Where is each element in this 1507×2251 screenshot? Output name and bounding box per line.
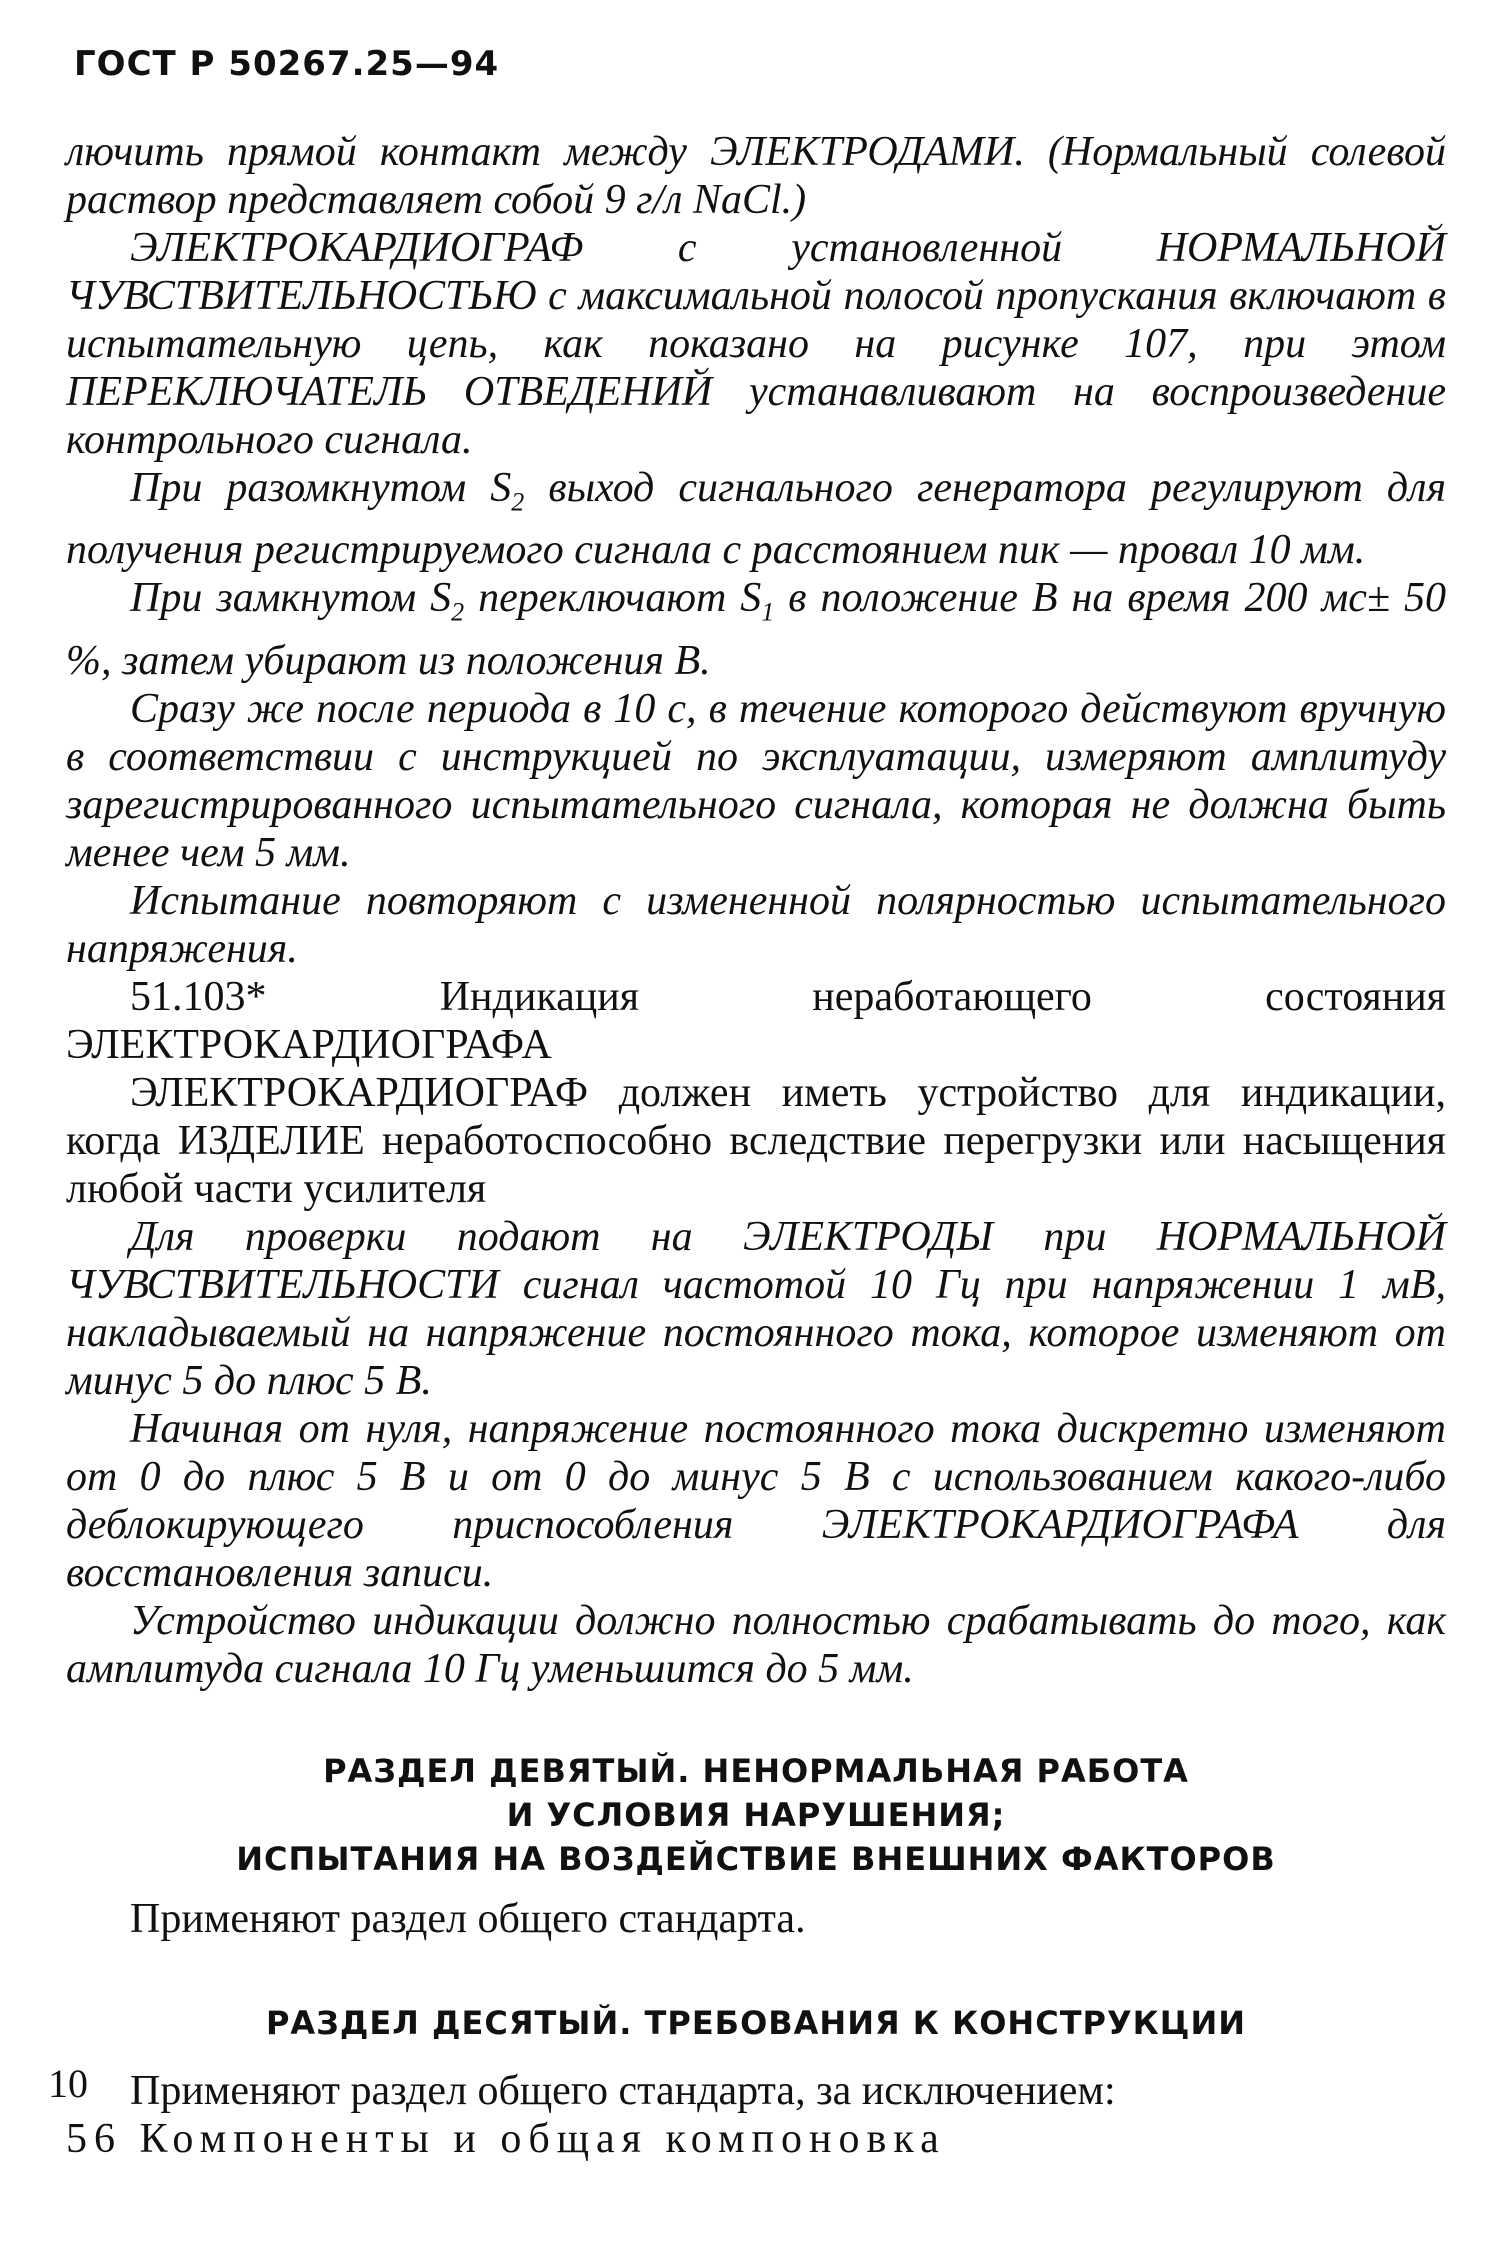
paragraph-4 — [66, 574, 1446, 684]
section-10-item-56: 56 Компоненты и общая компоновка — [66, 2115, 946, 2162]
document-body — [66, 128, 1446, 2163]
section-9-text: Применяют раздел общего стандарта. — [130, 1895, 806, 1942]
section-10-text: Применяют раздел общего стандарта, за исключением: — [130, 2067, 1116, 2114]
p4-part-c: в положение В на время 200 мс± 50 %, затем убирают из положения В. — [66, 575, 1446, 684]
section-9-title-line-3: ИСПЫТАНИЯ НА ВОЗДЕЙСТВИЕ ВНЕШНИХ ФАКТОРОВ — [236, 1839, 1276, 1878]
paragraph-1: лючить прямой контакт между ЭЛЕКТРОДАМИ. (Нормальный солевой раствор представляет собой 9 г/л NaCl.) — [66, 129, 1446, 223]
paragraph-2: ЭЛЕКТРОКАРДИОГРАФ с установленной НОРМАЛЬНОЙ ЧУВСТВИТЕЛЬНОСТЬЮ с максимальной полосой пропускания включают в испытательную цепь, как показано на рисунке 107, при этом ПЕРЕКЛЮЧАТЕЛЬ ОТВЕДЕНИЙ устанавливают на воспроизведение контрольного сигнала. — [66, 225, 1446, 463]
paragraph-5: Сразу же после периода в 10 с, в течение которого действуют вручную в соответствии с инструкцией по эксплуатации, измеряют амплитуду зарегистрированного испытательного сигнала, которая не должна быть менее чем 5 мм. — [66, 685, 1446, 876]
paragraph-9: Для проверки подают на ЭЛЕКТРОДЫ при НОРМАЛЬНОЙ ЧУВСТВИТЕЛЬНОСТИ сигнал частотой 10 Гц при напряжении 1 мВ, накладываемый на напряжение постоянного тока, которое изменяют от минус 5 до плюс 5 В. — [66, 1213, 1446, 1404]
section-10-title: РАЗДЕЛ ДЕСЯТЫЙ. ТРЕБОВАНИЯ К КОНСТРУКЦИИ — [265, 2003, 1247, 2042]
p3-part-a: При разомкнутом S — [130, 465, 512, 511]
paragraph-8: ЭЛЕКТРОКАРДИОГРАФ должен иметь устройство для индикации, когда ИЗДЕЛИЕ неработоспособно вследствие перегрузки или насыщения любой части усилителя — [66, 1069, 1446, 1212]
p3-subscript: 2 — [511, 487, 525, 517]
p4-part-a: При замкнутом S — [130, 575, 452, 622]
p3-part-b: выход сигнального генератора регулируют для получения регистрируемого сигнала с расстоянием пик — провал 10 мм. — [66, 465, 1447, 574]
clause-heading-51-103: 51.103* Индикация неработающего состояния ЭЛЕКТРОКАРДИОГРАФА — [66, 973, 1446, 1068]
paragraph-6: Испытание повторяют с измененной полярностью испытательного напряжения. — [66, 877, 1446, 972]
paragraph-3 — [66, 464, 1446, 574]
paragraph-10: Начиная от нуля, напряжение постоянного тока дискретно изменяют от 0 до плюс 5 В и от 0 до минус 5 В с использованием какого-либо деблокирующего приспособления ЭЛЕКТРОКАРДИОГРАФА для восстановления записи. — [66, 1405, 1446, 1596]
paragraph-11: Устройство индикации должно полностью срабатывать до того, как амплитуда сигнала 10 Гц уменьшится до 5 мм. — [66, 1597, 1446, 1692]
p4-part-b: переключают S — [464, 575, 762, 622]
section-9-title-line-2: И УСЛОВИЯ НАРУШЕНИЯ; — [506, 1795, 1006, 1834]
document-header: ГОСТ Р 50267.25—94 — [74, 44, 500, 84]
p4-subscript-1: 2 — [451, 597, 465, 627]
p4-subscript-2: 1 — [761, 597, 775, 627]
page-number: 10 — [48, 2061, 88, 2106]
section-9-title-line-1: РАЗДЕЛ ДЕВЯТЫЙ. НЕНОРМАЛЬНАЯ РАБОТА — [323, 1751, 1189, 1790]
